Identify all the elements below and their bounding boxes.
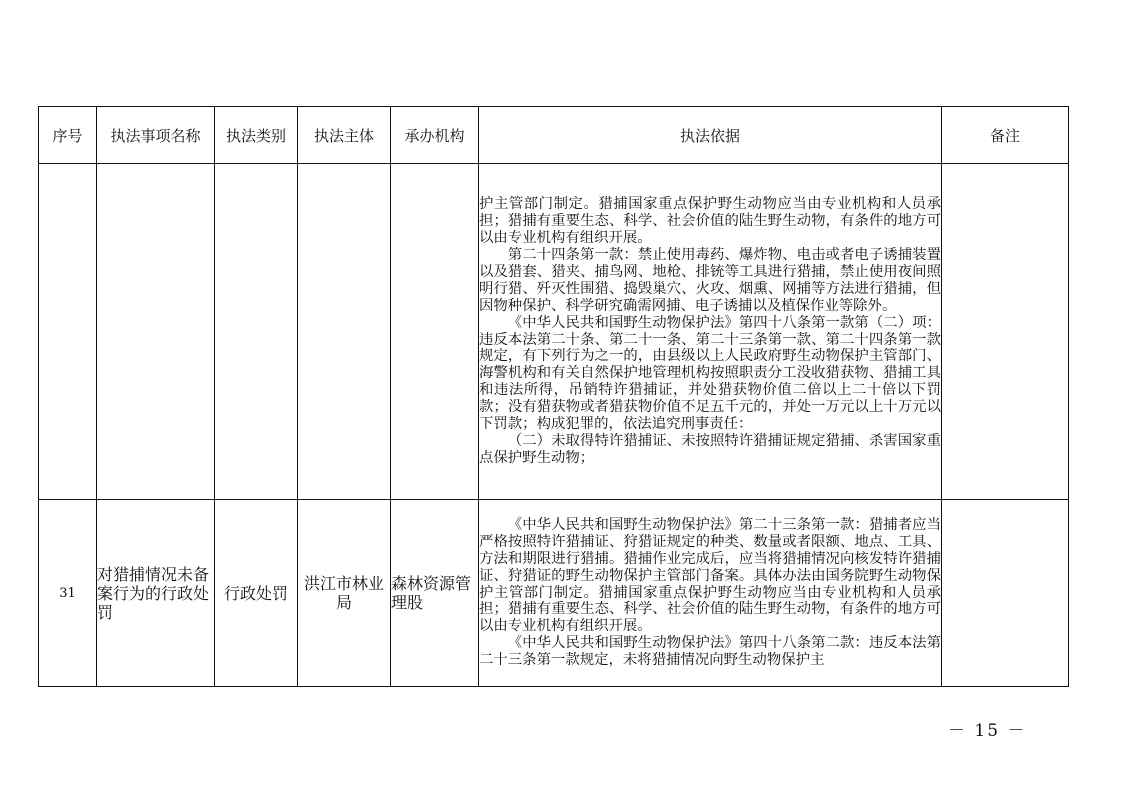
basis-paragraph: 《中华人民共和国野生动物保护法》第四十八条第一款第（二）项：违反本法第二十条、第二十一条、第二十三条第一款、第二十四条第一款规定，有下列行为之一的，由县级以上人民政府野生动物保护主管部门、海警机构和有关自然保护地管理机构按照职责分工没收猎获物、猎捕工具和违法所得，吊销特许猎捕证，并处猎获物价值二倍以上二十倍以下罚款；没有猎获物或者猎获物价值不足五千元的，并处一万元以上十万元以下罚款；构成犯罪的，依法追究刑事责任： xyxy=(479,314,941,433)
header-category: 执法类别 xyxy=(215,107,298,164)
cell-seq: 31 xyxy=(39,500,97,687)
header-seq: 序号 xyxy=(39,107,97,164)
cell-basis xyxy=(479,164,942,500)
cell-seq xyxy=(39,164,97,500)
cell-subject xyxy=(298,164,391,500)
basis-paragraph: 护主管部门制定。猎捕国家重点保护野生动物应当由专业机构和人员承担；猎捕有重要生态、科学、社会价值的陆生野生动物，有条件的地方可以由专业机构有组织开展。 xyxy=(479,196,941,247)
cell-subject: 洪江市林业局 xyxy=(298,500,391,687)
header-basis: 执法依据 xyxy=(479,107,942,164)
basis-paragraph: 第二十四条第一款：禁止使用毒药、爆炸物、电击或者电子诱捕装置以及猎套、猎夹、捕鸟网、地枪、排铳等工具进行猎捕，禁止使用夜间照明行猎、歼灭性围猎、捣毁巢穴、火攻、烟熏、网捕等方法进行猎捕，但因物种保护、科学研究确需网捕、电子诱捕以及植保作业等除外。 xyxy=(479,246,941,314)
enforcement-table xyxy=(38,106,1069,687)
cell-agency xyxy=(391,164,479,500)
table-row xyxy=(39,500,1069,687)
basis-paragraph: 《中华人民共和国野生动物保护法》第二十三条第一款：猎捕者应当严格按照特许猎捕证、狩猎证规定的种类、数量或者限额、地点、工具、方法和期限进行猎捕。猎捕作业完成后，应当将猎捕情况向核发特许猎捕证、狩猎证的野生动物保护主管部门备案。具体办法由国务院野生动物保护主管部门制定。猎捕国家重点保护野生动物应当由专业机构和人员承担；猎捕有重要生态、科学、社会价值的陆生野生动物，有条件的地方可以由专业机构有组织开展。 xyxy=(479,516,941,635)
cell-category: 行政处罚 xyxy=(215,500,298,687)
header-item-name: 执法事项名称 xyxy=(97,107,215,164)
cell-item-name xyxy=(97,164,215,500)
header-remark: 备注 xyxy=(942,107,1069,164)
header-subject: 执法主体 xyxy=(298,107,391,164)
cell-remark xyxy=(942,500,1069,687)
table-row xyxy=(39,164,1069,500)
cell-agency: 森林资源管理股 xyxy=(391,500,479,687)
header-agency: 承办机构 xyxy=(391,107,479,164)
cell-basis xyxy=(479,500,942,687)
basis-paragraph: （二）未取得特许猎捕证、未按照特许猎捕证规定猎捕、杀害国家重点保护野生动物； xyxy=(479,432,941,466)
cell-category xyxy=(215,164,298,500)
cell-item-name: 对猎捕情况未备案行为的行政处罚 xyxy=(97,500,215,687)
cell-remark xyxy=(942,164,1069,500)
header-row xyxy=(39,107,1069,164)
basis-paragraph: 《中华人民共和国野生动物保护法》第四十八条第二款：违反本法第二十三条第一款规定，未将猎捕情况向野生动物保护主 xyxy=(479,635,941,669)
page-number: － 15 － xyxy=(948,721,1027,741)
